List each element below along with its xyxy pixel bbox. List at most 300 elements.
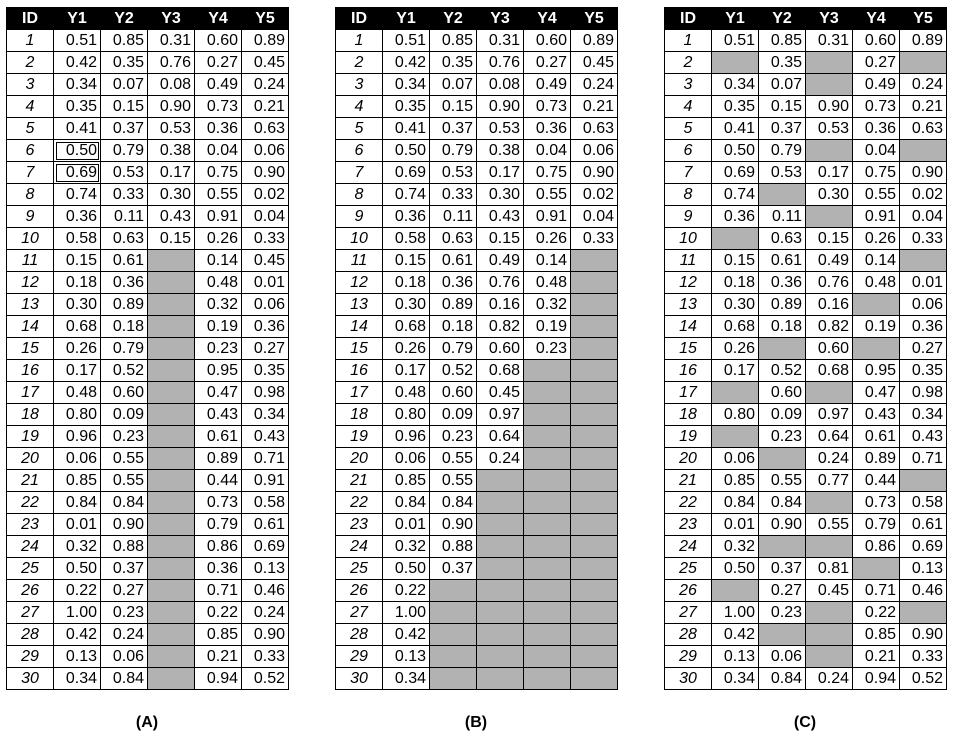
value-cell: 0.23 <box>101 602 148 624</box>
value-cell: 0.50 <box>383 140 430 162</box>
panel-c <box>664 7 947 690</box>
table-row <box>665 30 947 52</box>
row-id: 14 <box>336 316 383 338</box>
value-cell: 0.74 <box>54 184 101 206</box>
data-table-c <box>664 7 947 690</box>
header-row <box>665 8 947 30</box>
value-cell: 0.43 <box>148 206 195 228</box>
table-row <box>7 272 289 294</box>
value-cell: 0.13 <box>712 646 759 668</box>
value-cell: 0.75 <box>195 162 242 184</box>
value-cell: 0.44 <box>195 470 242 492</box>
value-cell: 0.55 <box>524 184 571 206</box>
missing-cell <box>524 514 571 536</box>
row-id: 18 <box>7 404 54 426</box>
value-cell: 0.61 <box>759 250 806 272</box>
value-cell: 0.84 <box>383 492 430 514</box>
value-cell: 0.49 <box>524 74 571 96</box>
missing-cell <box>148 514 195 536</box>
table-row <box>336 360 618 382</box>
missing-cell <box>524 624 571 646</box>
value-cell: 0.90 <box>430 514 477 536</box>
table-row <box>665 316 947 338</box>
value-cell: 0.37 <box>759 118 806 140</box>
value-cell: 0.14 <box>195 250 242 272</box>
value-cell: 0.84 <box>101 668 148 690</box>
value-cell: 0.33 <box>242 228 289 250</box>
caption-a: (A) <box>135 714 159 731</box>
row-id: 16 <box>7 360 54 382</box>
value-cell: 0.34 <box>383 74 430 96</box>
value-cell: 0.73 <box>195 96 242 118</box>
value-cell: 0.44 <box>853 470 900 492</box>
row-id: 29 <box>7 646 54 668</box>
row-id: 24 <box>336 536 383 558</box>
missing-cell <box>430 580 477 602</box>
missing-cell <box>477 558 524 580</box>
value-cell: 0.06 <box>54 448 101 470</box>
table-row <box>665 558 947 580</box>
value-cell: 0.19 <box>524 316 571 338</box>
table-row <box>665 448 947 470</box>
value-cell: 0.06 <box>383 448 430 470</box>
row-id: 2 <box>665 52 712 74</box>
value-cell: 0.27 <box>195 52 242 74</box>
value-cell: 0.42 <box>383 52 430 74</box>
row-id: 19 <box>336 426 383 448</box>
value-cell: 0.35 <box>430 52 477 74</box>
missing-cell <box>571 250 618 272</box>
value-cell: 0.90 <box>101 514 148 536</box>
value-cell: 0.90 <box>242 162 289 184</box>
table-row <box>336 448 618 470</box>
value-cell: 1.00 <box>54 602 101 624</box>
value-cell: 0.17 <box>148 162 195 184</box>
value-cell: 0.37 <box>430 118 477 140</box>
missing-cell <box>430 646 477 668</box>
row-id: 7 <box>336 162 383 184</box>
value-cell: 0.50 <box>54 558 101 580</box>
table-row <box>336 316 618 338</box>
table-row <box>7 250 289 272</box>
row-id: 11 <box>336 250 383 272</box>
value-cell: 0.90 <box>806 96 853 118</box>
row-id: 4 <box>336 96 383 118</box>
value-cell: 0.86 <box>195 536 242 558</box>
value-cell: 0.08 <box>477 74 524 96</box>
value-cell: 0.17 <box>806 162 853 184</box>
value-cell: 0.41 <box>54 118 101 140</box>
value-cell: 0.63 <box>900 118 947 140</box>
value-cell: 0.81 <box>806 558 853 580</box>
value-cell: 0.96 <box>54 426 101 448</box>
table-row <box>336 30 618 52</box>
row-id: 23 <box>665 514 712 536</box>
value-cell: 0.30 <box>712 294 759 316</box>
value-cell: 0.85 <box>383 470 430 492</box>
missing-cell <box>524 536 571 558</box>
missing-cell <box>853 558 900 580</box>
table-row <box>665 602 947 624</box>
value-cell: 0.18 <box>383 272 430 294</box>
value-cell: 0.16 <box>806 294 853 316</box>
value-cell: 0.84 <box>759 492 806 514</box>
missing-cell <box>148 470 195 492</box>
value-cell: 0.74 <box>383 184 430 206</box>
value-cell: 0.55 <box>759 470 806 492</box>
row-id: 9 <box>7 206 54 228</box>
value-cell: 0.55 <box>101 448 148 470</box>
row-id: 30 <box>665 668 712 690</box>
missing-cell <box>571 580 618 602</box>
table-row <box>7 316 289 338</box>
table-row <box>7 118 289 140</box>
value-cell: 0.79 <box>430 338 477 360</box>
value-cell: 0.42 <box>54 624 101 646</box>
table-row <box>7 426 289 448</box>
missing-cell <box>571 514 618 536</box>
value-cell: 0.85 <box>195 624 242 646</box>
value-cell: 0.30 <box>148 184 195 206</box>
value-cell: 0.45 <box>242 250 289 272</box>
row-id: 22 <box>336 492 383 514</box>
row-id: 21 <box>7 470 54 492</box>
value-cell: 0.74 <box>712 184 759 206</box>
table-row <box>7 558 289 580</box>
missing-cell <box>806 646 853 668</box>
column-header: Y1 <box>383 8 430 30</box>
value-cell: 0.80 <box>383 404 430 426</box>
row-id: 14 <box>665 316 712 338</box>
value-cell: 0.36 <box>242 316 289 338</box>
table-row <box>336 74 618 96</box>
missing-cell <box>430 602 477 624</box>
value-cell: 0.68 <box>383 316 430 338</box>
value-cell: 0.04 <box>853 140 900 162</box>
value-cell: 0.50 <box>712 140 759 162</box>
value-cell: 0.53 <box>148 118 195 140</box>
row-id: 6 <box>7 140 54 162</box>
missing-cell <box>806 382 853 404</box>
header-row <box>336 8 618 30</box>
column-header: Y3 <box>806 8 853 30</box>
missing-cell <box>524 426 571 448</box>
missing-cell <box>148 426 195 448</box>
column-header: Y2 <box>759 8 806 30</box>
value-cell: 0.68 <box>54 316 101 338</box>
value-cell: 0.01 <box>54 514 101 536</box>
value-cell: 0.52 <box>430 360 477 382</box>
row-id: 10 <box>7 228 54 250</box>
value-cell: 0.68 <box>712 316 759 338</box>
value-cell: 0.50 <box>54 140 101 162</box>
value-cell: 0.23 <box>759 602 806 624</box>
value-cell: 0.34 <box>712 668 759 690</box>
missing-cell <box>571 536 618 558</box>
missing-cell <box>712 382 759 404</box>
missing-cell <box>148 338 195 360</box>
value-cell: 0.90 <box>148 96 195 118</box>
table-row <box>336 492 618 514</box>
value-cell: 0.15 <box>477 228 524 250</box>
row-id: 30 <box>7 668 54 690</box>
missing-cell <box>806 52 853 74</box>
row-id: 11 <box>665 250 712 272</box>
table-row <box>7 668 289 690</box>
column-header: Y4 <box>524 8 571 30</box>
value-cell: 0.33 <box>101 184 148 206</box>
value-cell: 0.27 <box>853 52 900 74</box>
value-cell: 0.27 <box>101 580 148 602</box>
missing-cell <box>477 624 524 646</box>
row-id: 24 <box>7 536 54 558</box>
value-cell: 0.97 <box>806 404 853 426</box>
column-header: ID <box>7 8 54 30</box>
missing-cell <box>524 602 571 624</box>
table-row <box>336 382 618 404</box>
value-cell: 0.84 <box>430 492 477 514</box>
row-id: 25 <box>336 558 383 580</box>
value-cell: 0.79 <box>101 140 148 162</box>
row-id: 13 <box>7 294 54 316</box>
value-cell: 0.90 <box>759 514 806 536</box>
row-id: 1 <box>336 30 383 52</box>
row-id: 12 <box>665 272 712 294</box>
row-id: 3 <box>665 74 712 96</box>
value-cell: 0.09 <box>101 404 148 426</box>
table-row <box>336 294 618 316</box>
missing-cell <box>571 426 618 448</box>
value-cell: 0.38 <box>477 140 524 162</box>
value-cell: 0.42 <box>712 624 759 646</box>
table-row <box>7 338 289 360</box>
value-cell: 0.18 <box>54 272 101 294</box>
value-cell: 0.95 <box>853 360 900 382</box>
missing-cell <box>571 360 618 382</box>
value-cell: 0.27 <box>759 580 806 602</box>
value-cell: 0.64 <box>806 426 853 448</box>
value-cell: 0.43 <box>195 404 242 426</box>
row-id: 29 <box>336 646 383 668</box>
table-row <box>336 404 618 426</box>
value-cell: 0.55 <box>195 184 242 206</box>
missing-cell <box>853 338 900 360</box>
value-cell: 0.89 <box>853 448 900 470</box>
value-cell: 0.17 <box>712 360 759 382</box>
value-cell: 0.30 <box>383 294 430 316</box>
value-cell: 0.30 <box>806 184 853 206</box>
data-table-a <box>6 7 289 690</box>
table-row <box>665 668 947 690</box>
column-header: Y3 <box>148 8 195 30</box>
value-cell: 0.50 <box>383 558 430 580</box>
value-cell: 0.55 <box>853 184 900 206</box>
value-cell: 0.07 <box>101 74 148 96</box>
missing-cell <box>148 646 195 668</box>
value-cell: 0.82 <box>477 316 524 338</box>
value-cell: 0.11 <box>430 206 477 228</box>
value-cell: 0.79 <box>195 514 242 536</box>
value-cell: 0.27 <box>524 52 571 74</box>
value-cell: 0.90 <box>477 96 524 118</box>
value-cell: 0.04 <box>242 206 289 228</box>
caption-b: (B) <box>464 714 488 731</box>
value-cell: 0.76 <box>806 272 853 294</box>
table-row <box>7 162 289 184</box>
table-row <box>336 272 618 294</box>
value-cell: 0.22 <box>54 580 101 602</box>
value-cell: 0.52 <box>900 668 947 690</box>
value-cell: 0.35 <box>54 96 101 118</box>
value-cell: 0.26 <box>524 228 571 250</box>
value-cell: 0.60 <box>477 338 524 360</box>
table-row <box>665 492 947 514</box>
missing-cell <box>148 382 195 404</box>
value-cell: 0.27 <box>900 338 947 360</box>
panel-a <box>6 7 289 690</box>
row-id: 25 <box>665 558 712 580</box>
row-id: 5 <box>336 118 383 140</box>
value-cell: 0.61 <box>430 250 477 272</box>
value-cell: 0.26 <box>712 338 759 360</box>
table-row <box>665 228 947 250</box>
value-cell: 0.08 <box>148 74 195 96</box>
value-cell: 0.60 <box>195 30 242 52</box>
missing-cell <box>712 580 759 602</box>
row-id: 17 <box>665 382 712 404</box>
row-id: 27 <box>7 602 54 624</box>
value-cell: 0.80 <box>54 404 101 426</box>
table-row <box>7 514 289 536</box>
missing-cell <box>148 668 195 690</box>
value-cell: 0.53 <box>101 162 148 184</box>
row-id: 8 <box>336 184 383 206</box>
value-cell: 0.89 <box>242 30 289 52</box>
missing-cell <box>712 426 759 448</box>
value-cell: 0.34 <box>900 404 947 426</box>
column-header: Y2 <box>101 8 148 30</box>
row-id: 20 <box>7 448 54 470</box>
missing-cell <box>900 140 947 162</box>
value-cell: 0.73 <box>524 96 571 118</box>
value-cell: 0.43 <box>242 426 289 448</box>
row-id: 17 <box>7 382 54 404</box>
value-cell: 0.89 <box>759 294 806 316</box>
value-cell: 0.11 <box>759 206 806 228</box>
missing-cell <box>148 316 195 338</box>
missing-cell <box>148 536 195 558</box>
table-row <box>665 624 947 646</box>
value-cell: 0.58 <box>242 492 289 514</box>
missing-cell <box>759 448 806 470</box>
row-id: 28 <box>665 624 712 646</box>
value-cell: 0.24 <box>242 74 289 96</box>
value-cell: 0.55 <box>430 470 477 492</box>
value-cell: 0.17 <box>54 360 101 382</box>
value-cell: 0.94 <box>195 668 242 690</box>
row-id: 4 <box>7 96 54 118</box>
table-row <box>665 52 947 74</box>
row-id: 15 <box>7 338 54 360</box>
missing-cell <box>712 228 759 250</box>
missing-cell <box>759 536 806 558</box>
value-cell: 0.15 <box>101 96 148 118</box>
value-cell: 0.35 <box>242 360 289 382</box>
row-id: 17 <box>336 382 383 404</box>
value-cell: 0.15 <box>806 228 853 250</box>
value-cell: 0.09 <box>759 404 806 426</box>
value-cell: 0.52 <box>242 668 289 690</box>
value-cell: 0.68 <box>806 360 853 382</box>
missing-cell <box>148 250 195 272</box>
value-cell: 0.69 <box>712 162 759 184</box>
value-cell: 0.60 <box>524 30 571 52</box>
missing-cell <box>148 272 195 294</box>
table-row <box>336 558 618 580</box>
value-cell: 0.24 <box>101 624 148 646</box>
value-cell: 0.63 <box>571 118 618 140</box>
value-cell: 0.46 <box>900 580 947 602</box>
column-header: Y5 <box>571 8 618 30</box>
value-cell: 0.45 <box>242 52 289 74</box>
value-cell: 0.02 <box>900 184 947 206</box>
value-cell: 0.01 <box>242 272 289 294</box>
row-id: 7 <box>7 162 54 184</box>
missing-cell <box>148 360 195 382</box>
missing-cell <box>524 404 571 426</box>
value-cell: 0.11 <box>101 206 148 228</box>
row-id: 8 <box>7 184 54 206</box>
missing-cell <box>148 624 195 646</box>
missing-cell <box>571 602 618 624</box>
table-row <box>665 206 947 228</box>
row-id: 15 <box>665 338 712 360</box>
row-id: 27 <box>665 602 712 624</box>
value-cell: 0.01 <box>383 514 430 536</box>
value-cell: 0.48 <box>853 272 900 294</box>
value-cell: 0.91 <box>524 206 571 228</box>
value-cell: 0.68 <box>477 360 524 382</box>
value-cell: 0.41 <box>383 118 430 140</box>
missing-cell <box>524 448 571 470</box>
value-cell: 0.18 <box>101 316 148 338</box>
value-cell: 0.35 <box>383 96 430 118</box>
value-cell: 0.22 <box>195 602 242 624</box>
value-cell: 0.43 <box>900 426 947 448</box>
value-cell: 0.52 <box>759 360 806 382</box>
value-cell: 0.98 <box>900 382 947 404</box>
missing-cell <box>806 206 853 228</box>
missing-cell <box>477 668 524 690</box>
value-cell: 0.46 <box>242 580 289 602</box>
value-cell: 0.84 <box>101 492 148 514</box>
missing-cell <box>524 382 571 404</box>
value-cell: 0.13 <box>900 558 947 580</box>
value-cell: 0.84 <box>712 492 759 514</box>
value-cell: 1.00 <box>383 602 430 624</box>
table-row <box>336 514 618 536</box>
column-header: Y2 <box>430 8 477 30</box>
value-cell: 0.15 <box>383 250 430 272</box>
value-cell: 0.63 <box>430 228 477 250</box>
value-cell: 0.52 <box>101 360 148 382</box>
missing-cell <box>571 272 618 294</box>
row-id: 1 <box>665 30 712 52</box>
value-cell: 0.36 <box>712 206 759 228</box>
value-cell: 0.32 <box>383 536 430 558</box>
row-id: 2 <box>7 52 54 74</box>
caption-c: (C) <box>793 714 817 731</box>
